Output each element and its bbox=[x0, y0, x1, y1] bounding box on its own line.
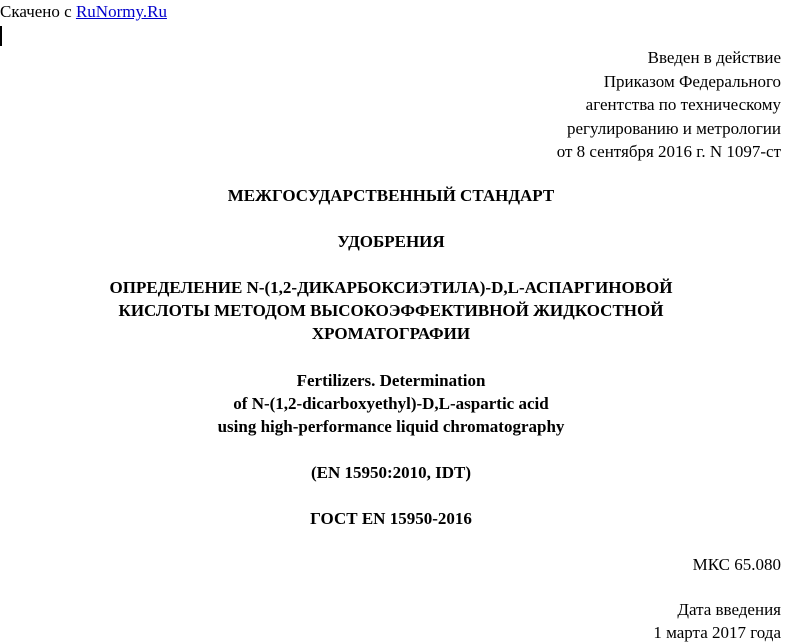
introduction-block bbox=[557, 46, 781, 164]
title-ru-line: ОПРЕДЕЛЕНИЕ N-(1,2-ДИКАРБОКСИЭТИЛА)-D,L-АСПАРГИНОВОЙ bbox=[109, 278, 673, 297]
subject: УДОБРЕНИЯ bbox=[337, 232, 445, 251]
designation-heading bbox=[0, 507, 782, 530]
source-link[interactable]: RuNormy.Ru bbox=[75, 2, 167, 21]
designation: ГОСТ EN 15950-2016 bbox=[310, 509, 472, 528]
equivalence-heading bbox=[0, 461, 782, 484]
intro-line: от 8 сентября 2016 г. N 1097-ст bbox=[556, 142, 781, 161]
effective-date-value: 1 марта 2017 года bbox=[653, 623, 781, 642]
intro-line: Введен в действие bbox=[647, 48, 781, 67]
source-line bbox=[0, 2, 167, 22]
title-en-line: Fertilizers. Determination bbox=[296, 371, 486, 390]
equivalence: (EN 15950:2010, IDT) bbox=[310, 463, 472, 482]
russian-title bbox=[0, 276, 782, 345]
intro-line: агентства по техническому bbox=[585, 95, 781, 114]
intro-line: регулированию и метрологии bbox=[566, 118, 781, 138]
title-ru-line: КИСЛОТЫ МЕТОДОМ ВЫСОКОЭФФЕКТИВНОЙ ЖИДКОСТНОЙ bbox=[118, 301, 664, 320]
title-ru-line: ХРОМАТОГРАФИИ bbox=[311, 324, 471, 343]
intro-line: Приказом Федерального bbox=[603, 71, 781, 91]
standard-type-heading bbox=[0, 184, 782, 207]
effective-date-label: Дата введения bbox=[677, 600, 781, 619]
standard-type: МЕЖГОСУДАРСТВЕННЫЙ СТАНДАРТ bbox=[227, 186, 555, 205]
subject-heading bbox=[0, 230, 782, 253]
mks-code: МКС 65.080 bbox=[692, 555, 781, 574]
source-prefix: Скачено с bbox=[0, 2, 76, 21]
effective-date-block bbox=[653, 598, 781, 644]
text-cursor bbox=[0, 26, 2, 46]
title-en-line: of N-(1,2-dicarboxyethyl)-D,L-aspartic acid bbox=[233, 394, 549, 413]
english-title bbox=[0, 369, 782, 438]
title-en-line: using high-performance liquid chromatography bbox=[217, 417, 565, 436]
